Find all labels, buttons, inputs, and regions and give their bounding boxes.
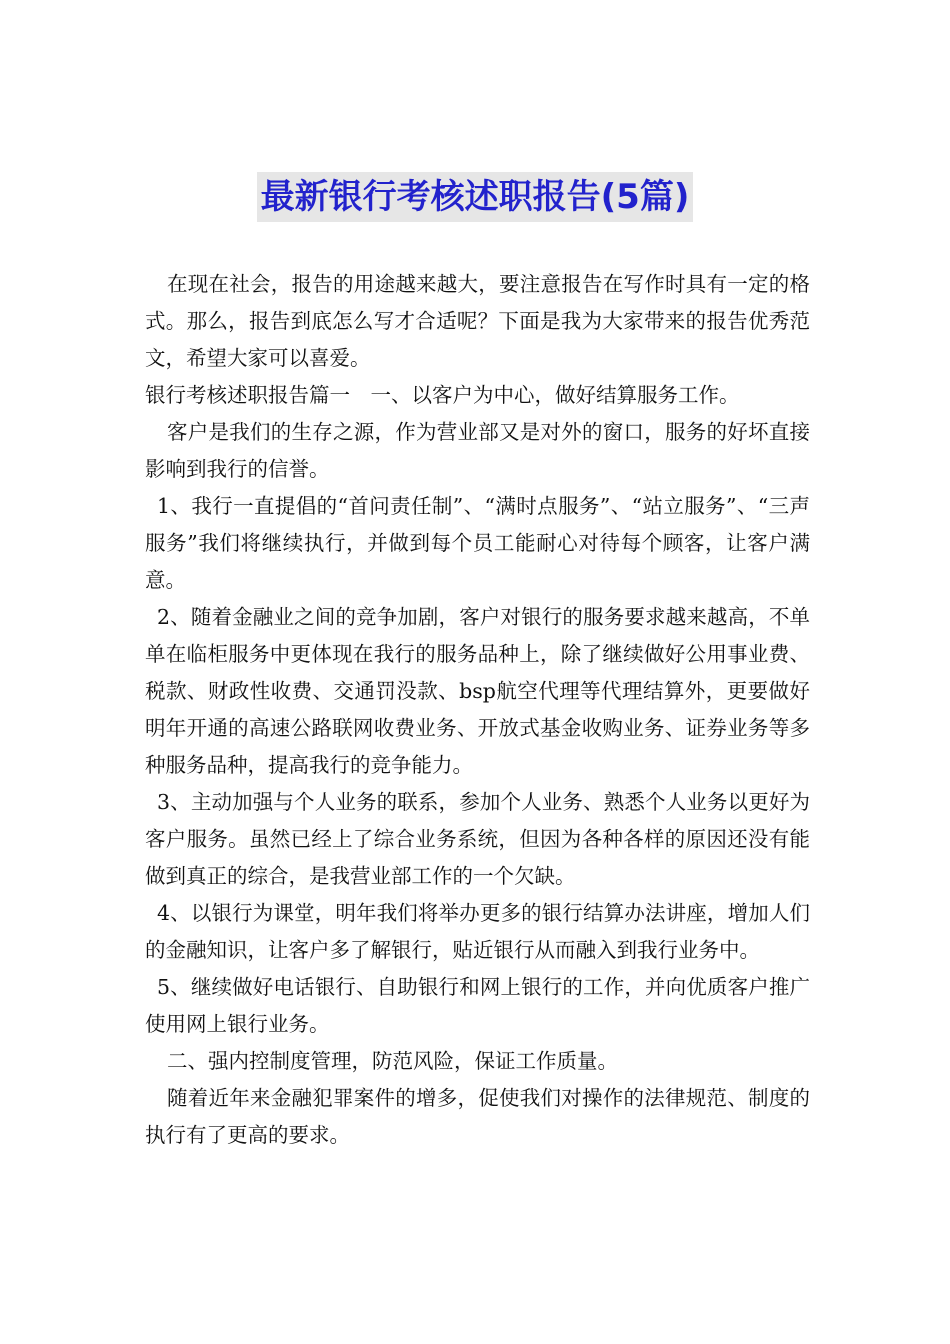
paragraph-section-heading-2: 二、强内控制度管理，防范风险，保证工作质量。 <box>167 1049 618 1073</box>
document-title: 最新银行考核述职报告(5篇) <box>257 172 694 222</box>
paragraph-customer: 客户是我们的生存之源，作为营业部又是对外的窗口，服务的好坏直接影响到我行的信誉。 <box>145 420 810 481</box>
paragraph-risk: 随着近年来金融犯罪案件的增多，促使我们对操作的法律规范、制度的执行有了更高的要求。 <box>145 1086 810 1147</box>
paragraph-intro: 在现在社会，报告的用途越来越大，要注意报告在写作时具有一定的格式。那么，报告到底怎么写才合适呢？下面是我为大家带来的报告优秀范文，希望大家可以喜爱。 <box>145 272 810 370</box>
paragraph-section-heading-1: 银行考核述职报告篇一 一、以客户为中心，做好结算服务工作。 <box>145 383 740 407</box>
paragraph-item-5: 5、继续做好电话银行、自助银行和网上银行的工作，并向优质客户推广使用网上银行业务。 <box>145 975 810 1036</box>
paragraph-item-1: 1、我行一直提倡的“首问责任制”、“满时点服务”、“站立服务”、“三声服务”我们将继续执行，并做到每个员工能耐心对待每个顾客，让客户满意。 <box>145 494 810 592</box>
paragraph-item-3: 3、主动加强与个人业务的联系，参加个人业务、熟悉个人业务以更好为客户服务。虽然已经上了综合业务系统，但因为各种各样的原因还没有能做到真正的综合，是我营业部工作的一个欠缺。 <box>145 790 810 888</box>
document-body <box>145 266 810 1154</box>
paragraph-item-4: 4、以银行为课堂，明年我们将举办更多的银行结算办法讲座，增加人们的金融知识，让客户多了解银行，贴近银行从而融入到我行业务中。 <box>145 901 810 962</box>
title-container <box>0 172 950 222</box>
paragraph-item-2: 2、随着金融业之间的竞争加剧，客户对银行的服务要求越来越高，不单单在临柜服务中更体现在我行的服务品种上，除了继续做好公用事业费、税款、财政性收费、交通罚没款、bsp航空代理等代理结算外，更要做好明年开通的高速公路联网收费业务、开放式基金收购业务、证券业务等多种服务品种，提高我行的竞争能力。 <box>145 605 810 777</box>
